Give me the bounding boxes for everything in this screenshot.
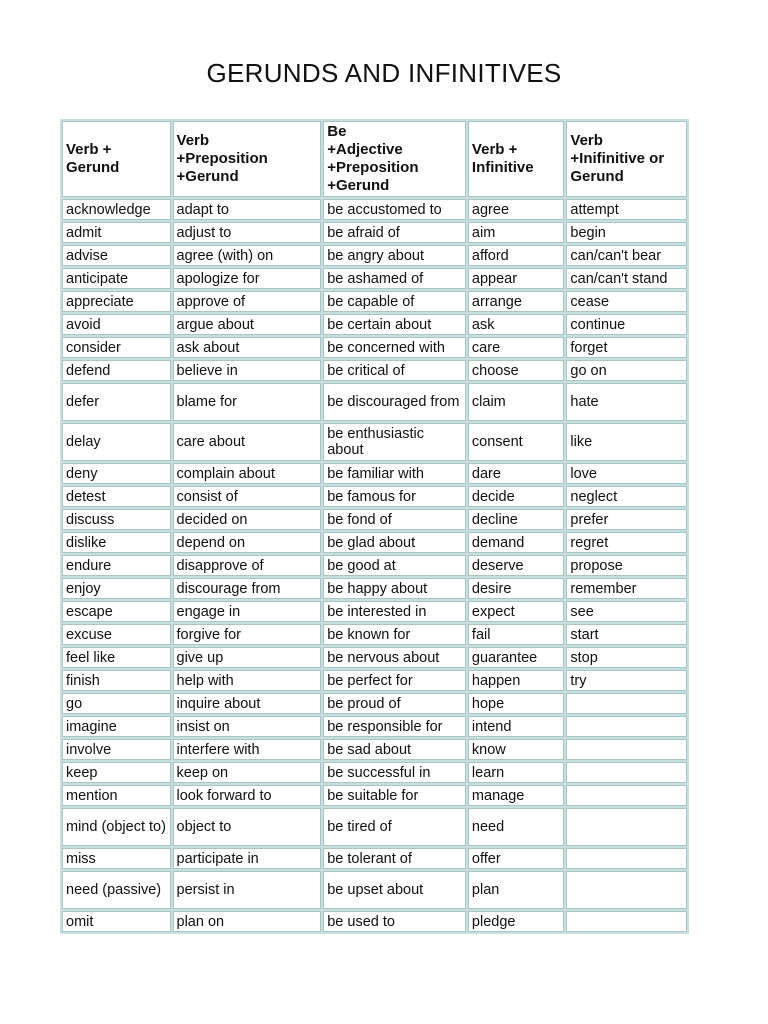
table-cell: argue about (173, 314, 322, 335)
table-cell: advise (62, 245, 171, 266)
table-row (62, 670, 687, 691)
table-cell: care (468, 337, 564, 358)
table-cell: engage in (173, 601, 322, 622)
table-cell: pledge (468, 911, 564, 932)
table-cell (566, 871, 687, 909)
table-cell: consist of (173, 486, 322, 507)
table-cell: stop (566, 647, 687, 668)
table-cell: regret (566, 532, 687, 553)
table-row (62, 848, 687, 869)
table-cell: love (566, 463, 687, 484)
table-cell: be upset about (323, 871, 466, 909)
table-cell: defer (62, 383, 171, 421)
table-cell: be tired of (323, 808, 466, 846)
header-line: Gerund (570, 168, 624, 185)
table-cell: object to (173, 808, 322, 846)
table-cell: start (566, 624, 687, 645)
table-cell: be afraid of (323, 222, 466, 243)
table-cell: neglect (566, 486, 687, 507)
table-row (62, 337, 687, 358)
header-line: +Inifinitive or (570, 150, 665, 167)
table-cell: escape (62, 601, 171, 622)
table-cell: give up (173, 647, 322, 668)
table-cell: intend (468, 716, 564, 737)
header-line: +Gerund (327, 177, 390, 194)
table-cell: prefer (566, 509, 687, 530)
table-cell (566, 762, 687, 783)
table-cell: desire (468, 578, 564, 599)
table-cell: know (468, 739, 564, 760)
table-cell: appreciate (62, 291, 171, 312)
table-row (62, 463, 687, 484)
table-row (62, 383, 687, 421)
table-cell: can/can't stand (566, 268, 687, 289)
header-line: Verb (176, 132, 210, 149)
table-row (62, 716, 687, 737)
table-cell: guarantee (468, 647, 564, 668)
table-cell: adjust to (173, 222, 322, 243)
table-cell: keep (62, 762, 171, 783)
table-row (62, 423, 687, 461)
table-cell: persist in (173, 871, 322, 909)
table-row (62, 245, 687, 266)
table-cell: offer (468, 848, 564, 869)
table-cell: dislike (62, 532, 171, 553)
header-verb-infinitive (468, 121, 564, 197)
table-cell: go (62, 693, 171, 714)
table-header (62, 121, 687, 197)
header-line: +Preposition (176, 150, 268, 167)
table-cell: expect (468, 601, 564, 622)
header-line: +Gerund (176, 168, 239, 185)
table-row (62, 314, 687, 335)
table-cell: insist on (173, 716, 322, 737)
table-cell: appear (468, 268, 564, 289)
header-verb-infinitive-or-gerund (566, 121, 687, 197)
header-line: Gerund (66, 159, 120, 176)
table-cell: be responsible for (323, 716, 466, 737)
table-cell: attempt (566, 199, 687, 220)
table-row (62, 693, 687, 714)
table-cell: be concerned with (323, 337, 466, 358)
table-cell: aim (468, 222, 564, 243)
table-cell: be successful in (323, 762, 466, 783)
table-cell: deny (62, 463, 171, 484)
table-cell: be familiar with (323, 463, 466, 484)
header-line: Verb + (471, 141, 518, 158)
header-verb-preposition-gerund (173, 121, 322, 197)
header-be-adjective-preposition-gerund (323, 121, 466, 197)
table-row (62, 555, 687, 576)
table-row (62, 222, 687, 243)
table-cell: be tolerant of (323, 848, 466, 869)
table-cell: be happy about (323, 578, 466, 599)
table-cell: be critical of (323, 360, 466, 381)
table-cell: need (468, 808, 564, 846)
table-cell: admit (62, 222, 171, 243)
table-cell: like (566, 423, 687, 461)
header-line: +Preposition (327, 159, 419, 176)
table-cell: be known for (323, 624, 466, 645)
table-cell: be nervous about (323, 647, 466, 668)
table-cell: mind (object to) (62, 808, 171, 846)
table-cell: try (566, 670, 687, 691)
table-cell: be suitable for (323, 785, 466, 806)
table-cell: hope (468, 693, 564, 714)
table-cell: endure (62, 555, 171, 576)
table-cell: plan on (173, 911, 322, 932)
table-cell: decided on (173, 509, 322, 530)
table-cell: defend (62, 360, 171, 381)
table-row (62, 871, 687, 909)
table-cell (566, 848, 687, 869)
table-cell: omit (62, 911, 171, 932)
table-cell: need (passive) (62, 871, 171, 909)
table-cell: be enthusiastic about (323, 423, 466, 461)
table-row (62, 808, 687, 846)
table-row (62, 486, 687, 507)
table-cell: look forward to (173, 785, 322, 806)
table-row (62, 360, 687, 381)
table-cell: deserve (468, 555, 564, 576)
table-cell: approve of (173, 291, 322, 312)
table-row (62, 199, 687, 220)
table-cell: mention (62, 785, 171, 806)
page-title: GERUNDS AND INFINITIVES (206, 58, 562, 88)
table-cell: help with (173, 670, 322, 691)
table-cell: be used to (323, 911, 466, 932)
table-cell: be angry about (323, 245, 466, 266)
table-cell: believe in (173, 360, 322, 381)
table-cell: propose (566, 555, 687, 576)
table-cell: agree (468, 199, 564, 220)
table-cell: fail (468, 624, 564, 645)
header-row (62, 121, 687, 197)
table-cell: be discouraged from (323, 383, 466, 421)
table-cell: blame for (173, 383, 322, 421)
table-row (62, 624, 687, 645)
table-cell: delay (62, 423, 171, 461)
table-cell (566, 785, 687, 806)
table-cell: can/can't bear (566, 245, 687, 266)
table-row (62, 509, 687, 530)
table-cell: excuse (62, 624, 171, 645)
header-line: Verb + (66, 141, 112, 158)
table-cell: claim (468, 383, 564, 421)
table-cell: forget (566, 337, 687, 358)
table-row (62, 785, 687, 806)
table-cell: adapt to (173, 199, 322, 220)
table-cell: be proud of (323, 693, 466, 714)
table-cell: decline (468, 509, 564, 530)
table-row (62, 911, 687, 932)
table-cell: consider (62, 337, 171, 358)
table-cell: be fond of (323, 509, 466, 530)
table-row (62, 268, 687, 289)
header-line: Infinitive (471, 159, 534, 176)
verb-pattern-table (60, 119, 689, 934)
table-cell: ask about (173, 337, 322, 358)
table-cell: care about (173, 423, 322, 461)
header-line: Verb (570, 132, 603, 149)
table-cell: be good at (323, 555, 466, 576)
table-cell: keep on (173, 762, 322, 783)
header-line: +Adjective (327, 141, 403, 158)
table-cell: be interested in (323, 601, 466, 622)
table-row (62, 532, 687, 553)
table-cell: cease (566, 291, 687, 312)
table-cell: be certain about (323, 314, 466, 335)
table-cell: hate (566, 383, 687, 421)
table-cell: participate in (173, 848, 322, 869)
table-cell: begin (566, 222, 687, 243)
table-body (62, 199, 687, 932)
header-line: Be (327, 123, 347, 140)
table-cell: discuss (62, 509, 171, 530)
table-cell: imagine (62, 716, 171, 737)
table-cell: disapprove of (173, 555, 322, 576)
table-row (62, 762, 687, 783)
table-cell: acknowledge (62, 199, 171, 220)
table-cell: afford (468, 245, 564, 266)
table-row (62, 739, 687, 760)
table-cell: consent (468, 423, 564, 461)
table-cell (566, 911, 687, 932)
table-cell (566, 716, 687, 737)
table-cell: forgive for (173, 624, 322, 645)
table-row (62, 291, 687, 312)
table-cell: be sad about (323, 739, 466, 760)
table-cell: continue (566, 314, 687, 335)
table-cell (566, 808, 687, 846)
table-cell: be ashamed of (323, 268, 466, 289)
header-verb-gerund (62, 121, 171, 197)
table-cell: complain about (173, 463, 322, 484)
table-cell: happen (468, 670, 564, 691)
table-cell: avoid (62, 314, 171, 335)
table-cell: demand (468, 532, 564, 553)
table-cell: arrange (468, 291, 564, 312)
table-cell: interfere with (173, 739, 322, 760)
table-cell: plan (468, 871, 564, 909)
table-cell: apologize for (173, 268, 322, 289)
table-cell: involve (62, 739, 171, 760)
table-cell: depend on (173, 532, 322, 553)
table-cell: ask (468, 314, 564, 335)
table-cell: detest (62, 486, 171, 507)
table-row (62, 647, 687, 668)
table-cell: learn (468, 762, 564, 783)
table-cell: finish (62, 670, 171, 691)
table-cell: agree (with) on (173, 245, 322, 266)
table-cell: see (566, 601, 687, 622)
table-cell: discourage from (173, 578, 322, 599)
table-cell: remember (566, 578, 687, 599)
table-row (62, 601, 687, 622)
table-cell: choose (468, 360, 564, 381)
table-cell: go on (566, 360, 687, 381)
table-cell: miss (62, 848, 171, 869)
table-cell: be glad about (323, 532, 466, 553)
table-cell: feel like (62, 647, 171, 668)
table-cell: be accustomed to (323, 199, 466, 220)
table-cell: anticipate (62, 268, 171, 289)
table-cell: be famous for (323, 486, 466, 507)
table-cell: dare (468, 463, 564, 484)
table-cell: manage (468, 785, 564, 806)
table-row (62, 578, 687, 599)
table-cell: decide (468, 486, 564, 507)
table-cell: be capable of (323, 291, 466, 312)
table-cell (566, 739, 687, 760)
table-cell: inquire about (173, 693, 322, 714)
table-cell: be perfect for (323, 670, 466, 691)
table-cell (566, 693, 687, 714)
table-cell: enjoy (62, 578, 171, 599)
